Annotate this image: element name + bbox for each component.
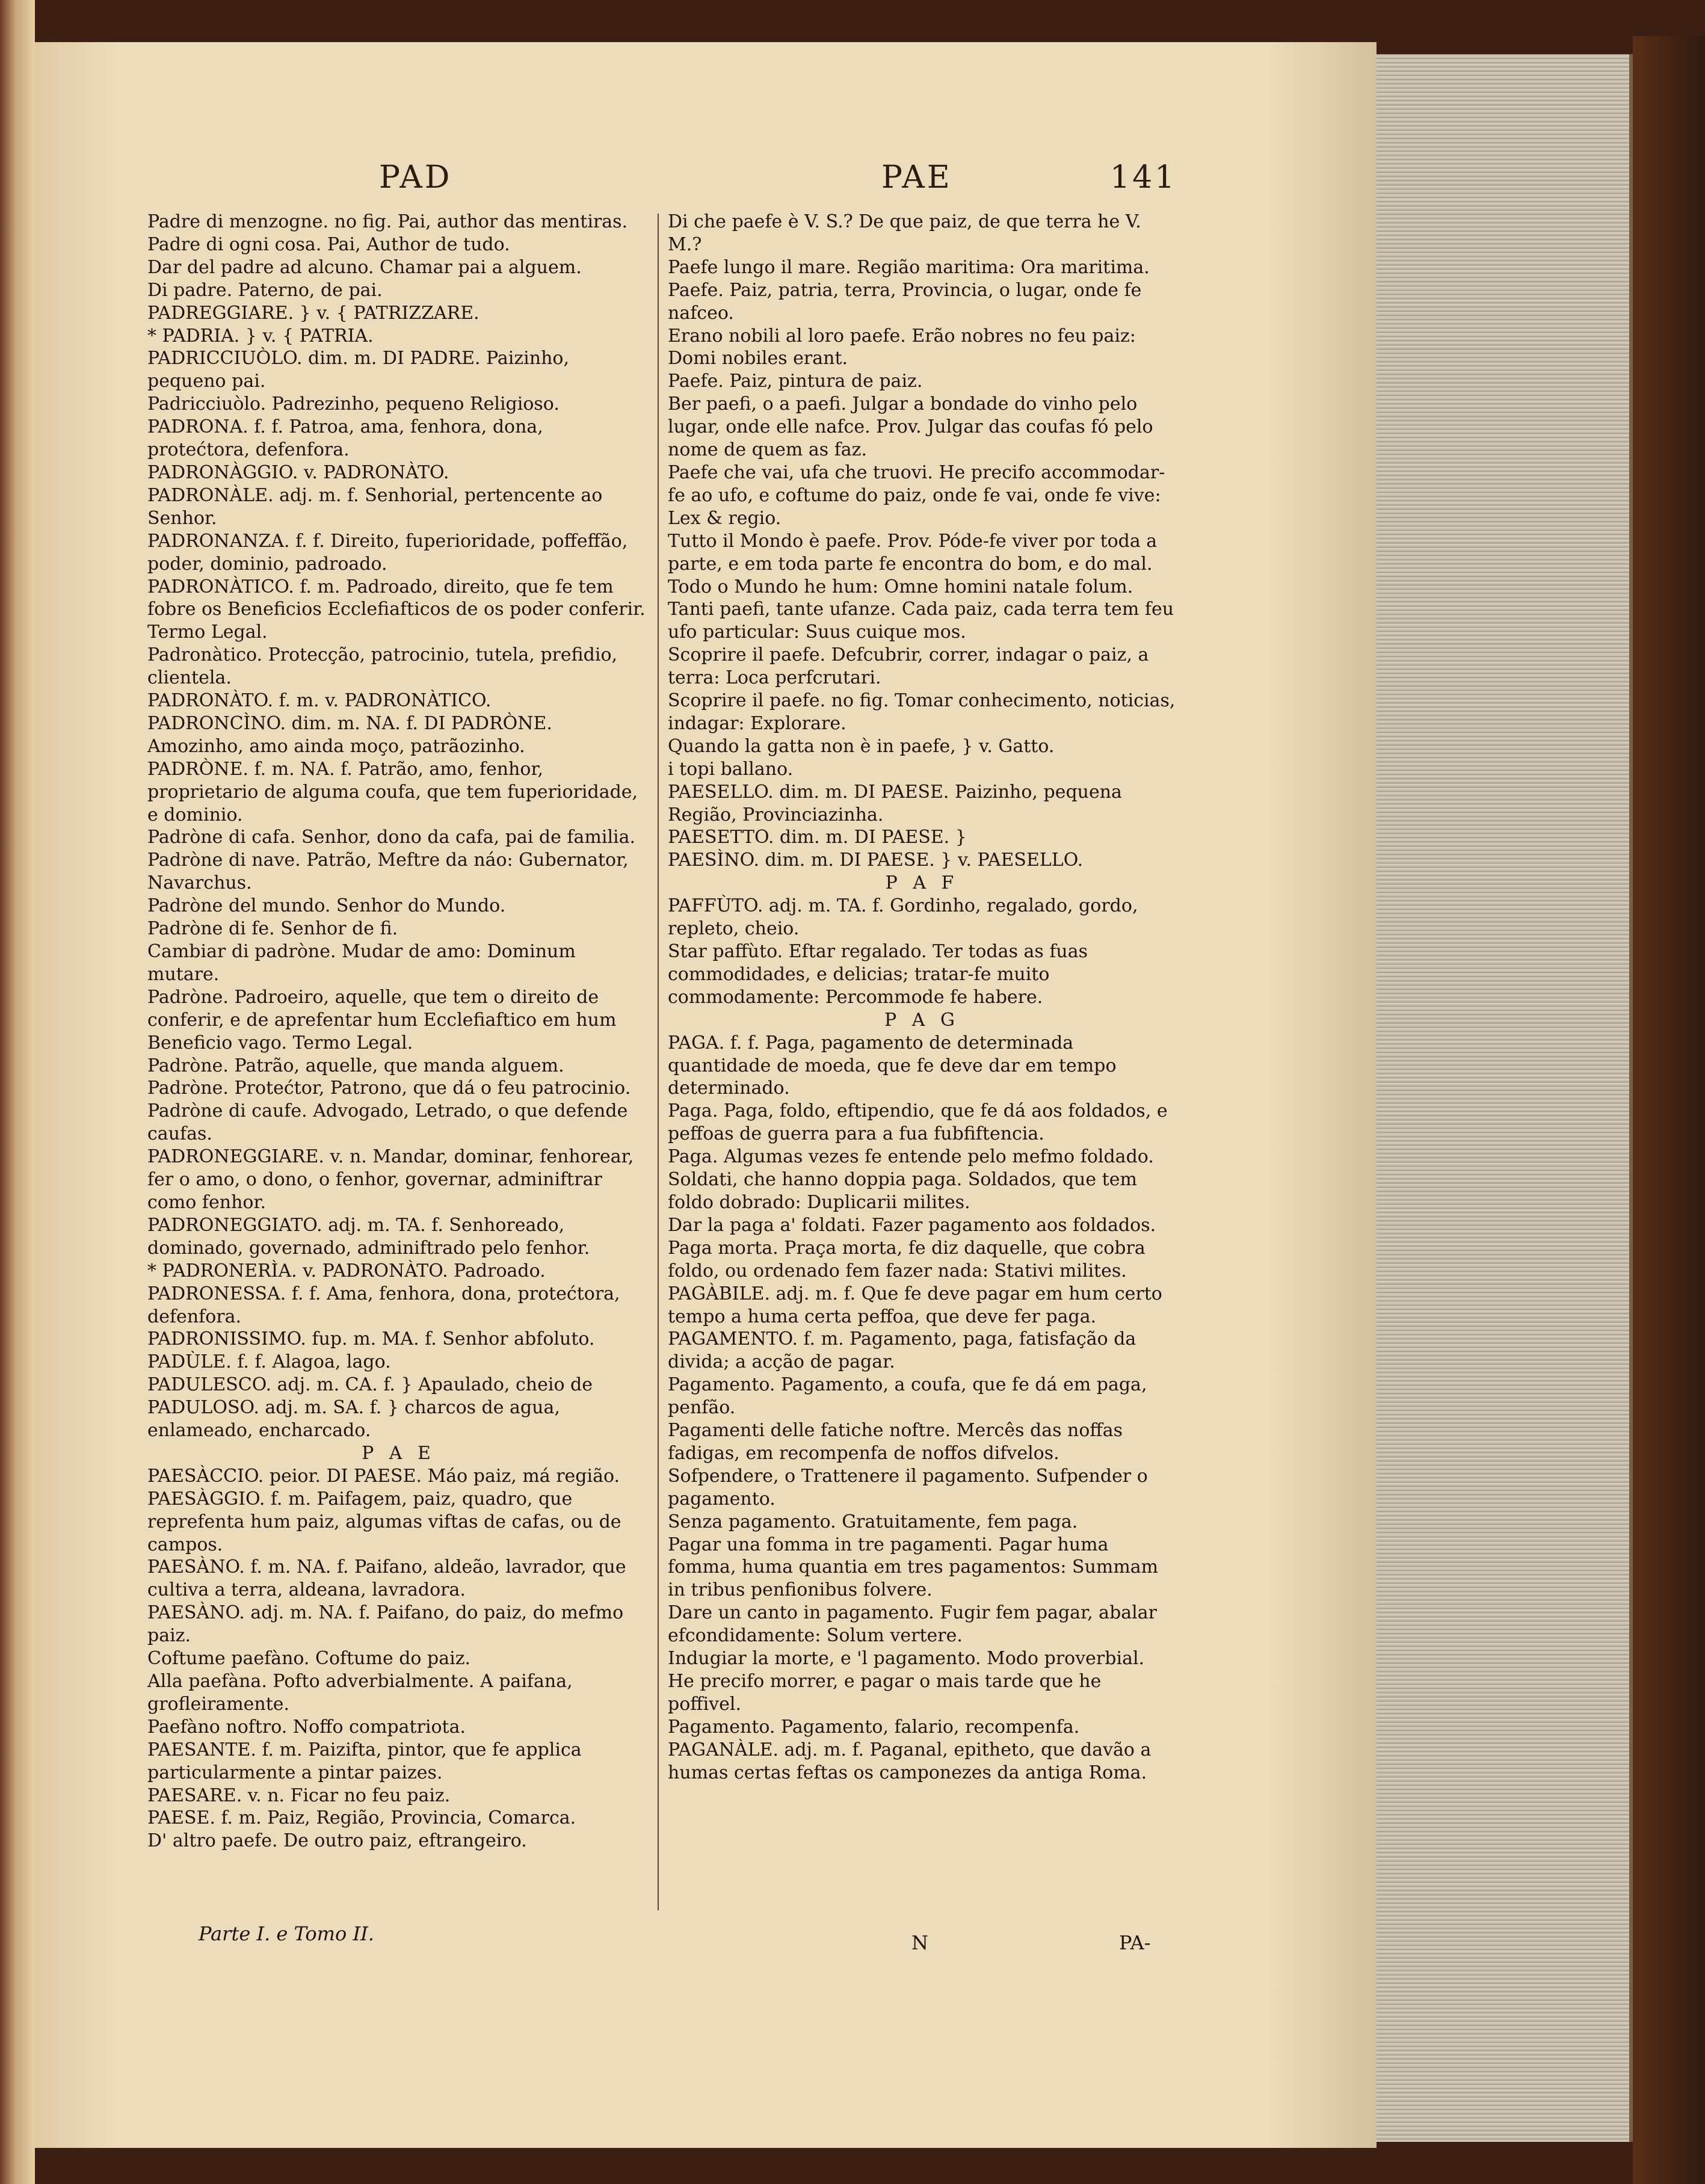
dictionary-entry: PADRONA. f. f. Patroa, ama, fenhora, dona, protećtora, defenfora. — [147, 416, 543, 461]
dictionary-entry: PADRONEGGIATO. adj. m. TA. f. Senhoreado, dominado, governado, adminiftrado pelo fenhor. — [147, 1214, 590, 1259]
dictionary-entry: PAESANTE. f. m. Paizifta, pintor, que fe applica particularmente a pintar paizes. — [147, 1739, 582, 1783]
dictionary-entry: i topi ballano. — [668, 758, 794, 780]
dictionary-entry: PADRONISSIMO. fup. m. MA. f. Senhor abfoluto. — [147, 1328, 595, 1350]
dictionary-entry: Paga. Paga, foldo, eftipendio, que fe dá aos foldados, e peffoas de guerra para a fua fubfiftencia. — [668, 1100, 1168, 1145]
dictionary-entry: Padròne di fe. Senhor de fi. — [147, 918, 398, 940]
left-page-edge — [0, 0, 35, 2184]
dictionary-entry: Paefe. Paiz, pintura de paiz. — [668, 371, 923, 392]
dictionary-entry: Dar del padre ad alcuno. Chamar pai a alguem. — [147, 256, 582, 278]
dictionary-entry: Sofpendere, o Trattenere il pagamento. Sufpender o pagamento. — [668, 1465, 1148, 1510]
dictionary-entry: PADÙLE. f. f. Alagoa, lago. — [147, 1351, 391, 1373]
left-column — [147, 211, 650, 1852]
dictionary-entry: PAESARE. v. n. Ficar no feu paiz. — [147, 1785, 451, 1806]
dictionary-entry: Pagamento. Pagamento, falario, recompenfa. — [668, 1716, 1080, 1738]
book-cover-edge — [1633, 36, 1705, 2184]
dictionary-entry: PAGANÀLE. adj. m. f. Paganal, epitheto, que davão a humas certas feftas os camponezes da antiga Roma. — [668, 1739, 1152, 1783]
dictionary-entry: Padròne di cafa. Senhor, dono da cafa, pai de familia. — [147, 827, 636, 848]
dictionary-entry: Padròne del mundo. Senhor do Mundo. — [147, 895, 506, 917]
dictionary-entry: PAESÀNO. adj. m. NA. f. Paifano, do paiz, do mefmo paiz. — [147, 1602, 624, 1647]
dictionary-entry: PAESETTO. dim. m. DI PAESE. } — [668, 827, 967, 848]
section-letter-heading: P A G — [884, 1009, 960, 1031]
dictionary-entry: * PADRONERÌA. v. PADRONÀTO. Padroado. — [147, 1260, 546, 1282]
dictionary-entry: Di padre. Paterno, de pai. — [147, 279, 383, 301]
dictionary-entry: PAESÀGGIO. f. m. Paifagem, paiz, quadro, que reprefenta hum paiz, algumas viftas de cafas, ou de campos. — [147, 1488, 621, 1555]
dictionary-entry: PADRONANZA. f. f. Direito, fuperioridade, poffeffão, poder, dominio, padroado. — [147, 530, 628, 575]
dictionary-entry: Padròne di caufe. Advogado, Letrado, o que defende caufas. — [147, 1100, 628, 1145]
dictionary-entry: Alla paefàna. Pofto adverbialmente. A paifana, grofleiramente. — [147, 1671, 573, 1715]
dictionary-entry: Erano nobili al loro paefe. Erão nobres no feu paiz: Domi nobiles erant. — [668, 325, 1136, 369]
dictionary-entry: PAGAMENTO. f. m. Pagamento, paga, fatisfação da divida; a acção de pagar. — [668, 1328, 1136, 1373]
dictionary-entry: PADRONÀLE. adj. m. f. Senhorial, pertencente ao Senhor. — [147, 484, 603, 529]
dictionary-entry: Cambiar di padròne. Mudar de amo: Dominum mutare. — [147, 941, 576, 985]
dictionary-entry: Pagar una fomma in tre pagamenti. Pagar huma fomma, huma quantia em tres pagamentos: Summam in tribus penfionibus folvere. — [668, 1534, 1159, 1601]
dictionary-entry: Tanti paefi, tante ufanze. Cada paiz, cada terra tem feu ufo particular: Suus cuique mos. — [668, 599, 1174, 643]
column-divider — [658, 214, 659, 1910]
dictionary-entry: Dare un canto in pagamento. Fugir fem pagar, abalar efcondidamente: Solum vertere. — [668, 1602, 1157, 1647]
right-column — [668, 211, 1176, 1785]
dictionary-entry: PAESÀNO. f. m. NA. f. Paifano, aldeão, lavrador, que cultiva a terra, aldeana, lavradora. — [147, 1556, 626, 1601]
dictionary-entry: PADRONÀTICO. f. m. Padroado, direito, que fe tem fobre os Beneficios Ecclefiafticos de os poder conferir. Termo Legal. — [147, 576, 646, 643]
dictionary-entry: PADRONCÌNO. dim. m. NA. f. DI PADRÒNE. Amozinho, amo ainda moço, patrãozinho. — [147, 712, 552, 757]
volume-line: Parte I. e Tomo II. — [199, 1922, 374, 1945]
dictionary-entry: PAESELLO. dim. m. DI PAESE. Paizinho, pequena Região, Provinciazinha. — [668, 781, 1122, 825]
catchword: PA- — [1119, 1931, 1151, 1954]
dictionary-entry: Padròne di nave. Patrão, Meftre da náo: Gubernator, Navarchus. — [147, 850, 629, 894]
dictionary-entry: Senza pagamento. Gratuitamente, fem paga. — [668, 1511, 1078, 1532]
dictionary-entry: PADRONÀTO. f. m. v. PADRONÀTICO. — [147, 690, 492, 712]
dictionary-entry: Tutto il Mondo è paefe. Prov. Póde-fe viver por toda a parte, e em toda parte fe encontra do bom, e do mal. Todo o Mundo he hum: Omne homini natale folum. — [668, 530, 1158, 597]
dictionary-entry: PADULESCO. adj. m. CA. f. } Apaulado, cheio de — [147, 1374, 593, 1396]
dictionary-entry: PADRONEGGIARE. v. n. Mandar, dominar, fenhorear, fer o amo, o dono, o fenhor, governar, adminiftrar como fenhor. — [147, 1146, 634, 1213]
dictionary-entry: Padre di ogni cosa. Pai, Author de tudo. — [147, 233, 510, 255]
dictionary-entry: Indugiar la morte, e 'l pagamento. Modo proverbial. He precifo morrer, e pagar o mais tarde que he poffivel. — [668, 1648, 1145, 1715]
dictionary-entry: Coftume paefàno. Coftume do paiz. — [147, 1648, 471, 1670]
dictionary-entry: Paga. Algumas vezes fe entende pelo mefmo foldado. — [668, 1146, 1154, 1168]
dictionary-entry: Padricciuòlo. Padrezinho, pequeno Religioso. — [147, 393, 560, 415]
dictionary-entry: PADRÒNE. f. m. NA. f. Patrão, amo, fenhor, proprietario de alguma coufa, que tem fuperioridade, e dominio. — [147, 758, 638, 825]
dictionary-entry: PADREGGIARE. } v. { PATRIZZARE. — [147, 302, 479, 324]
dictionary-entry: Dar la paga a' foldati. Fazer pagamento aos foldados. — [668, 1214, 1156, 1236]
dictionary-entry: Paefàno noftro. Noffo compatriota. — [147, 1716, 466, 1738]
section-letter-heading: P A E — [362, 1442, 436, 1464]
dictionary-entry: PAFFÙTO. adj. m. TA. f. Gordinho, regalado, gordo, repleto, cheio. — [668, 895, 1138, 940]
dictionary-entry: Scoprire il paefe. Defcubrir, correr, indagar o paiz, a terra: Loca perfcrutari. — [668, 644, 1149, 689]
dictionary-entry: Padròne. Protećtor, Patrono, que dá o feu patrocinio. — [147, 1078, 631, 1099]
dictionary-entry: Paefe. Paiz, patria, terra, Provincia, o lugar, onde fe nafceo. — [668, 279, 1142, 324]
dictionary-entry: Pagamento. Pagamento, a coufa, que fe dá em paga, penfão. — [668, 1374, 1147, 1419]
dictionary-entry: Padròne. Padroeiro, aquelle, que tem o direito de conferir, e de aprefentar hum Ecclefiaftico em hum Beneficio vago. Termo Legal. — [147, 986, 617, 1053]
dictionary-entry: Scoprire il paefe. no fig. Tomar conhecimento, noticias, indagar: Explorare. — [668, 690, 1176, 734]
dictionary-entry: PAGÀBILE. adj. m. f. Que fe deve pagar em hum certo tempo a huma certa peffoa, que deve fer paga. — [668, 1283, 1162, 1327]
dictionary-entry: Paefe che vai, ufa che truovi. He precifo accommodar-fe ao ufo, e coftume do paiz, onde fe vai, onde fe vive: Lex & regio. — [668, 461, 1165, 529]
dictionary-entry: PAESE. f. m. Paiz, Região, Provincia, Comarca. — [147, 1807, 576, 1829]
dictionary-entry: Di che paefe è V. S.? De que paiz, de que terra he V. M.? — [668, 211, 1141, 255]
dictionary-entry: PAGA. f. f. Paga, pagamento de determinada quantidade de moeda, que fe deve dar em tempo determinado. — [668, 1032, 1117, 1099]
dictionary-entry: Paefe lungo il mare. Região maritima: Ora maritima. — [668, 256, 1150, 278]
dictionary-entry: PADRICCIUÒLO. dim. m. DI PADRE. Paizinho, pequeno pai. — [147, 348, 570, 392]
dictionary-entry: PADRONESSA. f. f. Ama, fenhora, dona, protećtora, defenfora. — [147, 1283, 620, 1327]
dictionary-entry: Soldati, che hanno doppia paga. Soldados, que tem foldo dobrado: Duplicarii milites. — [668, 1169, 1137, 1213]
page-block-edges — [1377, 54, 1633, 2142]
dictionary-entry: PAESÌNO. dim. m. DI PAESE. } v. PAESELLO. — [668, 850, 1084, 871]
running-head-right: PAE — [881, 159, 952, 196]
section-letter-heading: P A F — [885, 872, 959, 894]
page-number: 141 — [1110, 159, 1177, 196]
dictionary-entry: Padronàtico. Protecção, patrocinio, tutela, prefidio, clientela. — [147, 644, 618, 689]
dictionary-entry: Pagamenti delle fatiche noftre. Mercês das noffas fadigas, em recompenfa de noffos difvelos. — [668, 1420, 1123, 1464]
dictionary-entry: Star paffùto. Eftar regalado. Ter todas as fuas commodidades, e delicias; tratar-fe muito commodamente: Percommode fe habere. — [668, 941, 1088, 1008]
dictionary-entry: Ber paefi, o a paefi. Julgar a bondade do vinho pelo lugar, onde elle nafce. Prov. Julgar das coufas fó pelo nome de quem as faz. — [668, 393, 1153, 461]
signature-mark: N — [911, 1931, 928, 1954]
dictionary-entry: PADRONÀGGIO. v. PADRONÀTO. — [147, 461, 449, 483]
dictionary-entry: D' altro paefe. De outro paiz, eftrangeiro. — [147, 1830, 527, 1852]
dictionary-entry: PADULOSO. adj. m. SA. f. } charcos de agua, enlameado, encharcado. — [147, 1397, 560, 1442]
dictionary-entry: Paga morta. Praça morta, fe diz daquelle, que cobra foldo, ou ordenado fem fazer nada: Stativi milites. — [668, 1237, 1145, 1282]
dictionary-entry: Quando la gatta non è in paefe, } v. Gatto. — [668, 735, 1055, 757]
dictionary-entry: PAESÀCCIO. peior. DI PAESE. Máo paiz, má região. — [147, 1465, 620, 1487]
dictionary-entry: Padre di menzogne. no fig. Pai, author das mentiras. — [147, 211, 628, 232]
dictionary-entry: * PADRIA. } v. { PATRIA. — [147, 325, 374, 347]
dictionary-entry: Padròne. Patrão, aquelle, que manda alguem. — [147, 1055, 564, 1076]
running-head-left: PAD — [379, 159, 452, 196]
